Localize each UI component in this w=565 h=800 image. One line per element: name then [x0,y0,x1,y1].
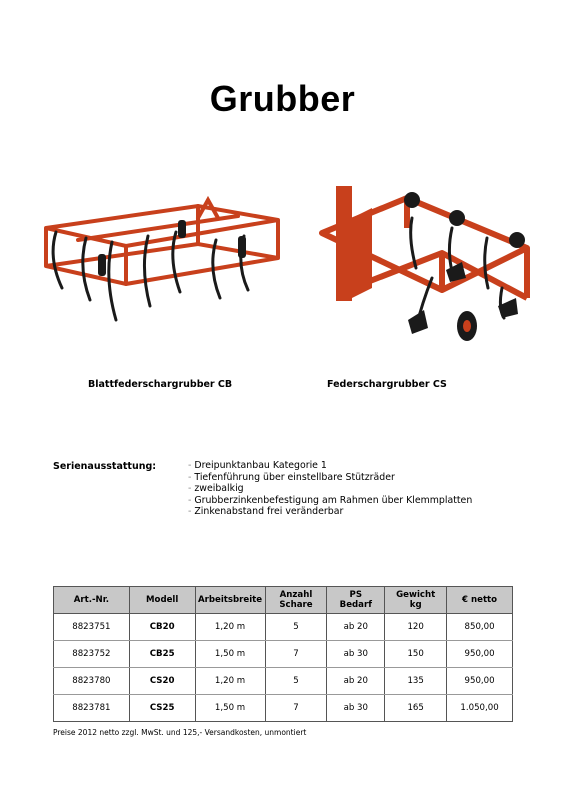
feature-item: - Grubberzinkenbefestigung am Rahmen über Klemmplatten [188,495,472,507]
header-ps-bedarf: PS Bedarf [327,587,385,614]
table-header-row [54,587,513,614]
cell-modell: CB25 [129,641,195,668]
cell-price: 850,00 [447,614,513,641]
cell-art-nr: 8823751 [54,614,130,641]
cell-ps-bedarf: ab 30 [327,641,385,668]
features-list [188,460,472,518]
cell-arbeitsbreite: 1,20 m [195,614,265,641]
header-arbeitsbreite: Arbeitsbreite [195,587,265,614]
spring-tine-cultivator-cb-photo [38,188,283,333]
header-art-nr: Art.-Nr. [54,587,130,614]
caption-cs: Federschargrubber CS [327,379,447,390]
cell-ps-bedarf: ab 20 [327,668,385,695]
page-title: Grubber [209,78,356,119]
price-table [53,586,513,722]
cell-ps-bedarf: ab 20 [327,614,385,641]
footnote: Preise 2012 netto zzgl. MwSt. und 125,- Versandkosten, unmontiert [53,728,307,737]
cell-anzahl-schare: 5 [265,668,327,695]
cell-anzahl-schare: 7 [265,695,327,722]
cell-gewicht: 135 [385,668,447,695]
features-label: Serienausstattung: [53,461,157,472]
header-modell: Modell [129,587,195,614]
cell-price: 950,00 [447,668,513,695]
cell-art-nr: 8823780 [54,668,130,695]
cell-price: 950,00 [447,641,513,668]
cell-gewicht: 150 [385,641,447,668]
table-row [54,695,513,722]
cell-arbeitsbreite: 1,20 m [195,668,265,695]
header-anzahl-schare: Anzahl Schare [265,587,327,614]
cell-art-nr: 8823781 [54,695,130,722]
header-gewicht: Gewicht kg [385,587,447,614]
table-row [54,668,513,695]
table-row [54,641,513,668]
feature-item: - Dreipunktanbau Kategorie 1 [188,460,472,472]
feature-item: - Tiefenführung über einstellbare Stützräder [188,472,472,484]
cell-anzahl-schare: 7 [265,641,327,668]
feature-item: - Zinkenabstand frei veränderbar [188,506,472,518]
cell-arbeitsbreite: 1,50 m [195,695,265,722]
cell-gewicht: 120 [385,614,447,641]
table-row [54,614,513,641]
header-netto-price: € netto [447,587,513,614]
spring-tine-cultivator-cs-photo [312,178,542,343]
cell-modell: CS25 [129,695,195,722]
cell-modell: CS20 [129,668,195,695]
caption-cb: Blattfederschargrubber CB [88,379,233,390]
cell-modell: CB20 [129,614,195,641]
cell-anzahl-schare: 5 [265,614,327,641]
cell-gewicht: 165 [385,695,447,722]
cell-price: 1.050,00 [447,695,513,722]
cell-art-nr: 8823752 [54,641,130,668]
feature-item: - zweibalkig [188,483,472,495]
cell-ps-bedarf: ab 30 [327,695,385,722]
cell-arbeitsbreite: 1,50 m [195,641,265,668]
